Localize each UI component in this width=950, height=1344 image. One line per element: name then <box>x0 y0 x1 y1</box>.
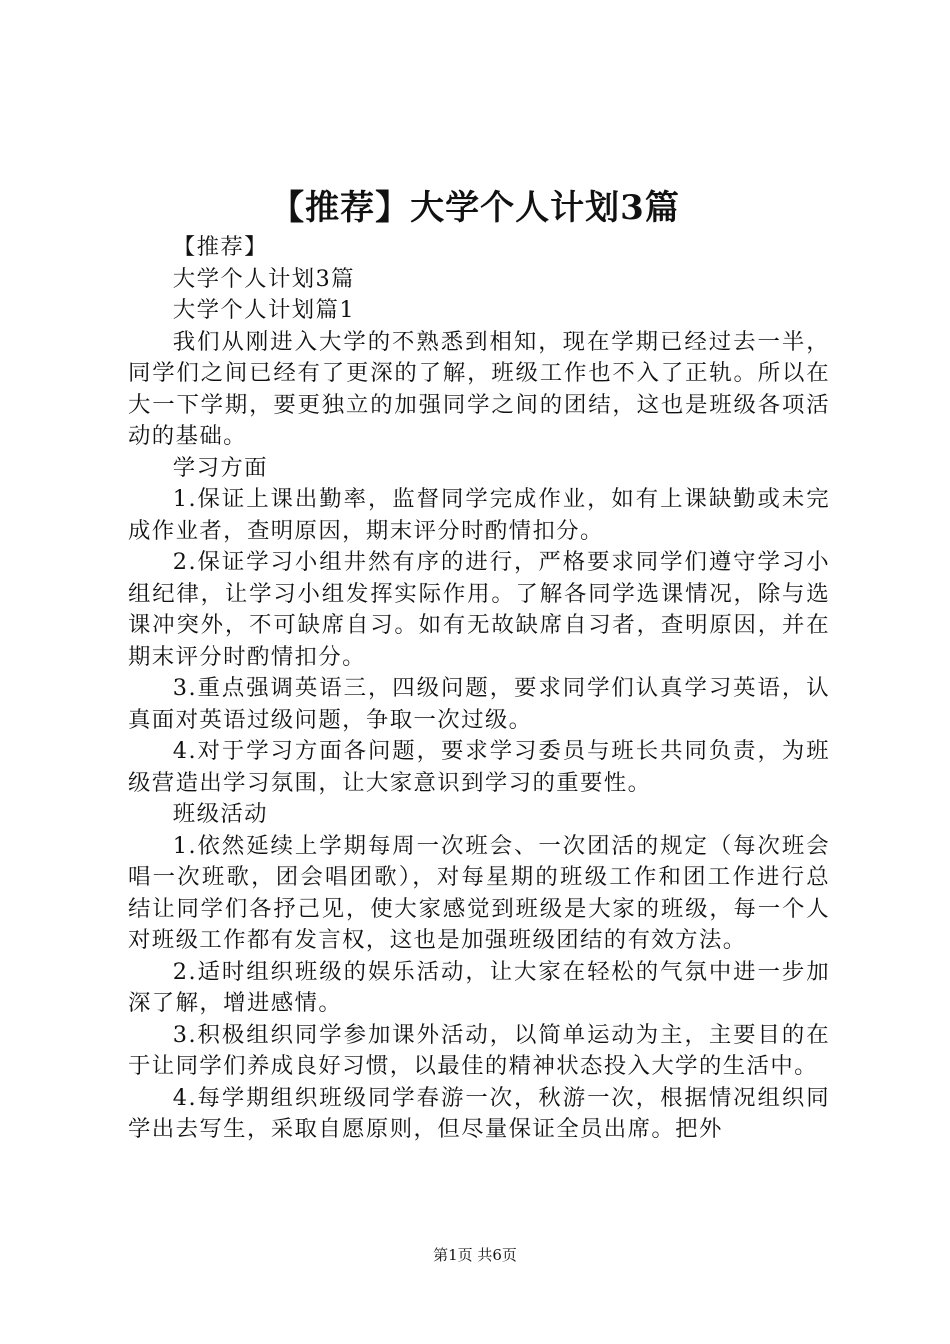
paragraph-activity-item-3: 3.积极组织同学参加课外活动，以简单运动为主，主要目的在于让同学们养成良好习惯，以最佳的精神状态投入大学的生活中。 <box>128 1021 830 1079</box>
paragraph-study-item-1: 1.保证上课出勤率，监督同学完成作业，如有上课缺勤或未完成作业者，查明原因，期末评分时酌情扣分。 <box>128 486 830 544</box>
paragraph-section-heading: 大学个人计划篇1 <box>172 297 355 323</box>
paragraph-study-item-2: 2.保证学习小组井然有序的进行，严格要求同学们遵守学习小组纪律，让学习小组发挥实际作用。了解各同学选课情况，除与选课冲突外，不可缺席自习。如有无故缺席自习者，查明原因，并在期末评分时酌情扣分。 <box>128 549 830 670</box>
paragraph-subtitle: 大学个人计划3篇 <box>172 265 355 292</box>
paragraph-activity-item-2: 2.适时组织班级的娱乐活动，让大家在轻松的气氛中进一步加深了解，增进感情。 <box>128 958 830 1016</box>
paragraph-activity-item-1: 1.依然延续上学期每周一次班会、一次团活的规定（每次班会唱一次班歌，团会唱团歌），对每星期的班级工作和团工作进行总结让同学们各抒己见，使大家感觉到班级是大家的班级，每一个人对班级工作都有发言权，这也是加强班级团结的有效方法。 <box>128 832 830 953</box>
page-footer: 第1页 共6页 <box>433 1246 517 1264</box>
paragraph-study-heading: 学习方面 <box>172 454 268 481</box>
paragraph-intro: 我们从刚进入大学的不熟悉到相知，现在学期已经过去一半，同学们之间已经有了更深的了解，班级工作也不入了正轨。所以在大一下学期，要更独立的加强同学之间的团结，这也是班级各项活动的基础。 <box>128 328 830 449</box>
paragraph-activity-item-4: 4.每学期组织班级同学春游一次，秋游一次，根据情况组织同学出去写生，采取自愿原则，但尽量保证全员出席。把外 <box>128 1084 830 1142</box>
document-body <box>128 232 830 1146</box>
document-title: 【推荐】大学个人计划3篇 <box>270 188 680 228</box>
paragraph-study-item-4: 4.对于学习方面各问题，要求学习委员与班长共同负责，为班级营造出学习氛围，让大家意识到学习的重要性。 <box>128 738 830 796</box>
paragraph-tag: 【推荐】 <box>172 234 268 260</box>
paragraph-activity-heading: 班级活动 <box>172 801 268 827</box>
paragraph-study-item-3: 3.重点强调英语三，四级问题，要求同学们认真学习英语，认真面对英语过级问题，争取一次过级。 <box>128 675 830 733</box>
